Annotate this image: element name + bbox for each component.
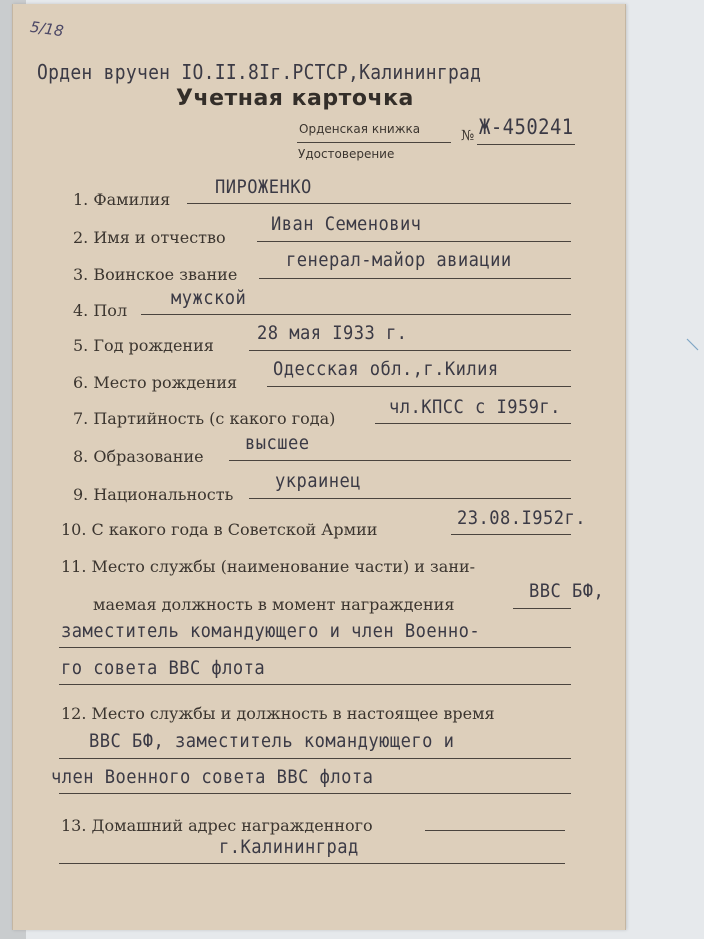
field-label-birth-year: 5. Год рождения	[73, 336, 214, 355]
field-label-army-since: 10. С какого года в Советской Армии	[61, 520, 378, 539]
field-line-birth-year	[249, 350, 571, 351]
field-value-birthplace: Одесская обл.,г.Килия	[273, 358, 499, 380]
book-label-top: Орденская книжка	[299, 122, 421, 136]
field-line-surname	[187, 203, 571, 204]
field-value-surname: ПИРОЖЕНКО	[215, 176, 312, 198]
field-value-rank: генерал-майор авиации	[286, 249, 512, 271]
field11-label-line1: 11. Место службы (наименование части) и зани-	[61, 557, 476, 576]
card-title: Учетная карточка	[176, 86, 414, 111]
field-label-sex: 4. Пол	[73, 301, 128, 320]
book-number-sign: №	[461, 128, 475, 144]
field-value-party: чл.КПСС с I959г.	[389, 396, 561, 418]
field-label-surname: 1. Фамилия	[73, 190, 171, 209]
field12-line1	[59, 758, 571, 759]
field-line-army-since	[451, 534, 571, 535]
field12-value-line2: член Военного совета ВВС флота	[51, 766, 374, 788]
field11-value-line2: заместитель командующего и член Военно-	[61, 620, 481, 642]
field12-label: 12. Место службы и должность в настоящее время	[61, 704, 495, 723]
field-label-name: 2. Имя и отчество	[73, 228, 226, 247]
field-value-army-since: 23.08.I952г.	[457, 507, 586, 529]
field-line-rank	[259, 278, 571, 279]
field-value-name: Иван Семенович	[271, 213, 422, 235]
field-line-name	[257, 241, 571, 242]
field-line-party	[375, 423, 571, 424]
field-label-nationality: 9. Национальность	[73, 485, 234, 504]
field11-line3	[59, 684, 571, 685]
record-card	[12, 4, 626, 930]
field-value-education: высшее	[245, 432, 310, 454]
field-label-rank: 3. Воинское звание	[73, 265, 238, 284]
field11-value-line3: го совета ВВС флота	[61, 657, 266, 679]
book-divider	[297, 142, 451, 143]
book-number: Ж-450241	[479, 115, 574, 139]
header-stamp: Орден вручен IO.II.8Iг.РСТСР,Калининград	[37, 60, 482, 84]
field11-line1	[513, 608, 571, 609]
field13-value: г.Калининград	[219, 836, 359, 858]
field-label-education: 8. Образование	[73, 447, 204, 466]
field-label-birthplace: 6. Место рождения	[73, 373, 238, 392]
field-line-education	[229, 460, 571, 461]
field12-value-line1: ВВС БФ, заместитель командующего и	[89, 730, 455, 752]
field11-line2	[59, 647, 571, 648]
field-value-nationality: украинец	[275, 470, 361, 492]
field-line-nationality	[249, 498, 571, 499]
book-number-line	[477, 144, 575, 145]
field13-label: 13. Домашний адрес награжденного	[61, 816, 373, 835]
field13-line2	[59, 863, 565, 864]
field11-value-line1: ВВС БФ,	[529, 580, 605, 602]
book-label-bottom: Удостоверение	[298, 147, 395, 161]
pen-mark-icon	[686, 338, 700, 352]
field13-line1	[425, 830, 565, 831]
field11-label-line2: маемая должность в момент награждения	[93, 595, 455, 614]
field-line-sex	[141, 314, 571, 315]
field-value-sex: мужской	[171, 287, 247, 309]
field12-line2	[59, 793, 571, 794]
corner-note: 5/18	[28, 17, 65, 41]
field-value-birth-year: 28 мая I933 г.	[257, 322, 408, 344]
field-label-party: 7. Партийность (с какого года)	[73, 409, 336, 428]
field-line-birthplace	[267, 386, 571, 387]
